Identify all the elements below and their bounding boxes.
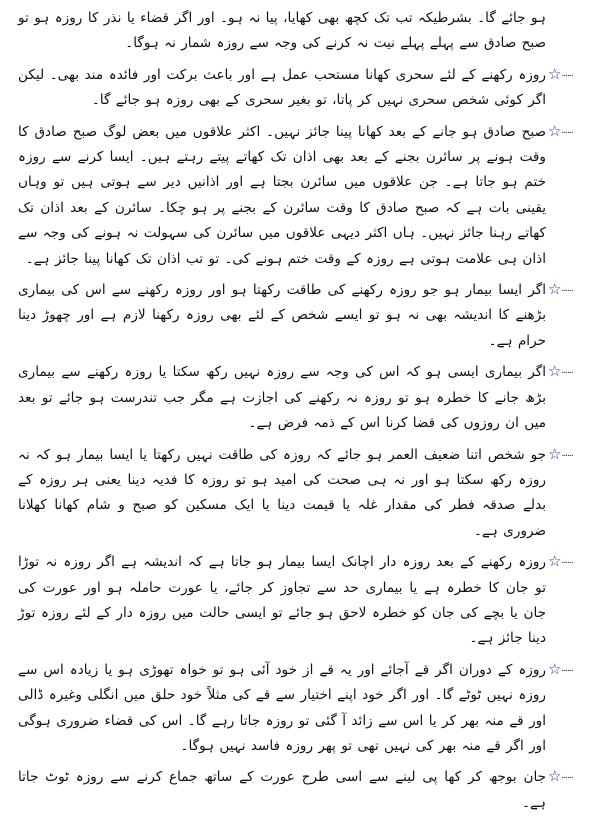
paragraph-1 (14, 63, 576, 114)
paragraph-text: روزہ رکھنے کے لئے سحری کھانا مستحب عمل ہے اور باعث برکت اور فائدہ مند بھی۔ لیکن اگر کوئی شخص سحری نہیں کر پاتا، تو بغیر سحری کے بھی روزہ ہو جائے گا۔ (18, 66, 546, 109)
star-outline-icon: ☆ (548, 64, 562, 83)
star-outline-icon: ☆ (548, 552, 562, 571)
bullet-marker (548, 361, 576, 381)
bullet-marker (548, 279, 576, 299)
bullet-marker (548, 121, 576, 141)
bullet-dots: ...... (561, 125, 573, 136)
paragraph-text: صبح صادق ہو جانے کے بعد کھانا پینا جائز نہیں۔ اکثر علاقوں میں بعض لوگ صبح صادق کا وقت ہونے پر سائرن بجنے کے بعد بھی اذان تک کھاتے پیتے رہتے ہیں۔ ایسا کرنے سے روزہ ختم ہو جاتا ہے۔ جن علاقوں میں سائرن بجتا ہے اور اذانیں دیر سے ہوتی ہیں تو وہاں یقینی بات ہے کہ صبح صادق کا وقت سائرن کے بجنے پر ہو چکا۔ سائرن کے بعد اذان تک کھاتے رہنا جائز نہیں۔ ہاں اکثر دیہی علاقوں میں سائرن کی سہولت نہ ہونے کی وجہ سے اذان ہی علامت ہوتی ہے روزہ کے وقت ختم ہونے کی۔ تو تب اذان تک کھانا پینا جائز ہے۔ (18, 123, 546, 267)
paragraph-text: جان بوجھ کر کھا پی لینے سے اسی طرح عورت کے ساتھ جماع کرنے سے روزہ ٹوٹ جاتا ہے۔ (18, 769, 546, 811)
bullet-dots: ...... (561, 284, 573, 295)
bullet-marker (548, 444, 576, 464)
bullet-dots: ...... (561, 663, 573, 674)
paragraph-text: اگر ایسا بیمار ہو جو روزہ رکھنے کی طاقت رکھتا ہو اور روزہ رکھنے سے اس کی بیماری بڑھنے کا اندیشہ بھی نہ ہو تو ایسے شخص کے لئے بھی روزہ رکھنا لازم ہے اور چھوڑ دینا حرام ہے۔ (18, 282, 546, 349)
paragraph-text: روزہ رکھنے کے بعد روزہ دار اچانک ایسا بیمار ہو جاتا ہے کہ اندیشہ ہے اگر روزہ نہ توڑا تو جان کا خطرہ ہے یا بیماری حد سے تجاوز کر جائے، یا عورت حاملہ ہو اور عورت کی جان یا بچے کی جان کو خطرہ لاحق ہو جائے تو ایسی حالت میں روزہ دار کے لئے روزہ توڑ دینا جائز ہے۔ (18, 554, 546, 647)
paragraph-8 (14, 765, 576, 816)
paragraph-0 (14, 6, 576, 57)
star-outline-icon: ☆ (548, 767, 562, 786)
bullet-dots: ...... (561, 556, 573, 567)
paragraph-text: اگر بیماری ایسی ہو کہ اس کی وجہ سے روزہ نہیں رکھ سکتا یا روزہ رکھنے سے بیماری بڑھ جانے کا خطرہ ہو تو روزہ نہ رکھنے کی اجازت ہے مگر جب تندرست ہو جائے تو بعد میں ان روزوں کی قضا کرنا اس کے ذمہ فرض ہے۔ (18, 364, 546, 432)
paragraph-7 (14, 658, 576, 760)
star-outline-icon: ☆ (548, 659, 562, 678)
paragraph-2 (14, 120, 576, 272)
bullet-marker (548, 551, 576, 571)
star-outline-icon: ☆ (548, 280, 562, 299)
bullet-marker (548, 64, 576, 84)
paragraph-text: جو شخص اتنا ضعیف العمر ہو جائے کہ روزہ کی طاقت نہیں رکھتا یا ایسا بیمار ہو کہ نہ روزہ رکھ سکتا ہو اور نہ ہی صحت کی امید ہو تو روزہ کا فدیہ دینا یعنی ہر روزہ کے بدلے صدقہ فطر کی مقدار غلہ یا قیمت دینا یا ایک مسکین کو صبح و شام کھانا کھلانا ضروری ہے۔ (18, 446, 546, 539)
bullet-marker (548, 766, 576, 786)
paragraph-3 (14, 278, 576, 354)
paragraph-5 (14, 443, 576, 545)
star-outline-icon: ☆ (548, 121, 562, 140)
paragraph-text: ہو جائے گا۔ بشرطیکہ تب تک کچھ بھی کھایا، پیا نہ ہو۔ اور اگر قضاء یا نذر کا روزہ ہو تو صبح صادق سے پہلے پہلے نیت نہ کرنے کی وجہ سے روزہ شمار نہ ہوگا۔ (18, 10, 546, 52)
star-outline-icon: ☆ (548, 362, 562, 381)
bullet-dots: ...... (561, 771, 573, 782)
bullet-dots: ...... (561, 68, 573, 79)
bullet-dots: ...... (561, 366, 573, 377)
bullet-marker (548, 659, 576, 679)
bullet-dots: ...... (561, 448, 573, 459)
star-outline-icon: ☆ (548, 444, 562, 463)
paragraph-text: روزہ کے دوران اگر قے آجائے اور یہ قے از خود آئی ہو تو خواہ تھوڑی ہو یا زیادہ اس سے روزہ نہیں ٹوٹے گا۔ اور اگر خود اپنے اختیار سے قے کی مثلاً خود حلق میں انگلی وغیرہ ڈالی اور قے منہ بھر کر یا اس سے زائد آ گئی تو روزہ جاتا رہے گا۔ اس کی قضاء ضروری ہوگی اور اگر قے منہ بھر کی نہیں تھی تو پھر روزہ فاسد نہیں ہوگا۔ (18, 661, 546, 754)
paragraph-6 (14, 550, 576, 652)
paragraph-4 (14, 360, 576, 436)
